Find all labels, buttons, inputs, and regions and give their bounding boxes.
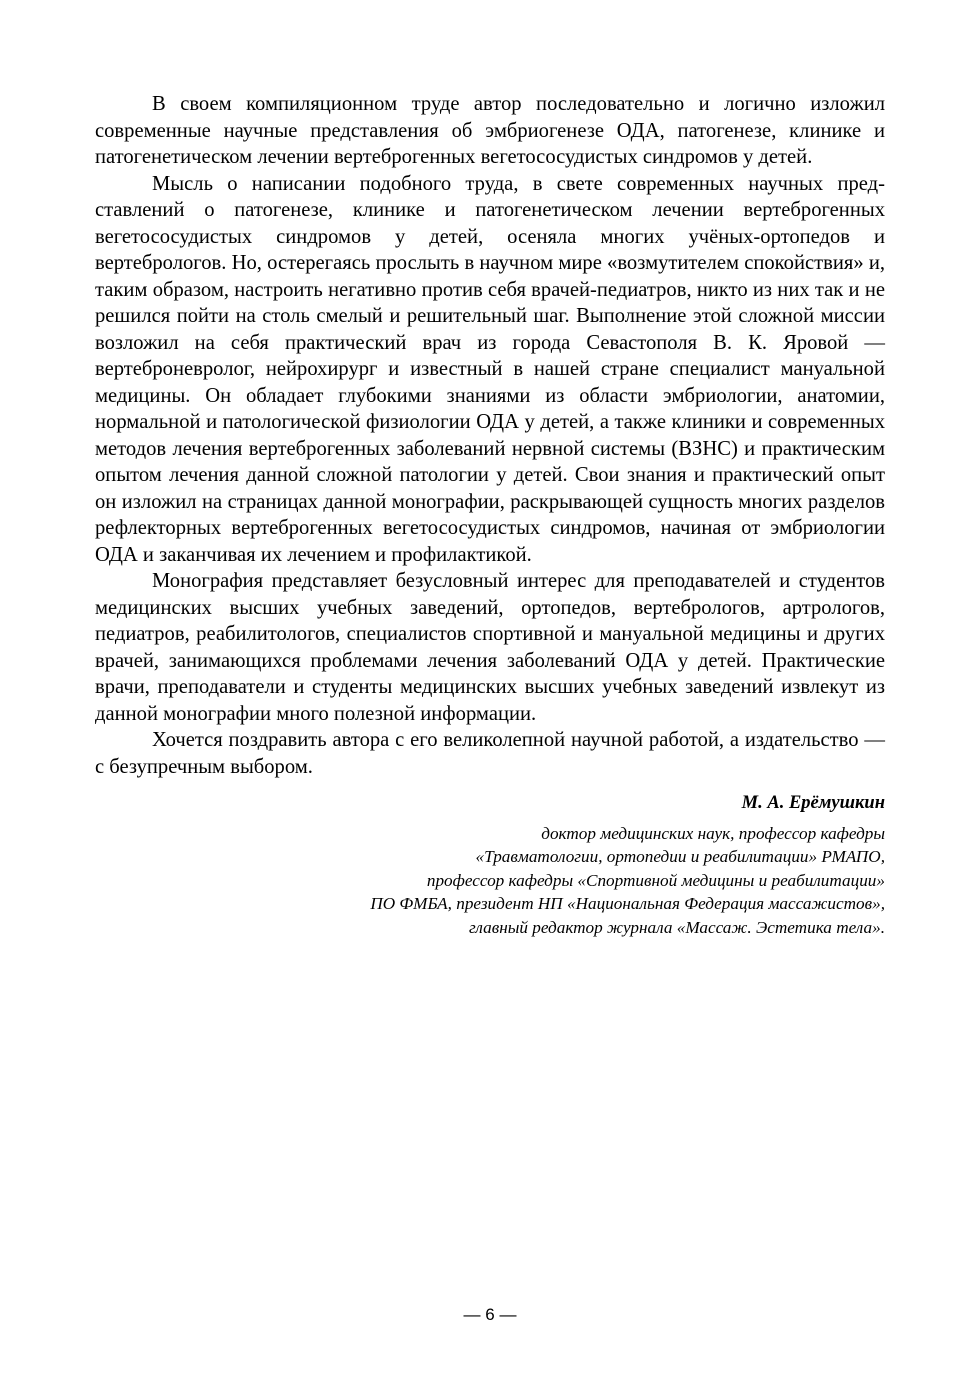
credentials-line: ПО ФМБА, президент НП «Национальная Федерация массажистов», [370, 894, 885, 914]
signature-credentials [95, 822, 885, 939]
signature-author: М. А. Ерёмушкин [741, 793, 885, 813]
credentials-line: «Травматологии, ортопедии и реабилитации» РМАПО, [475, 847, 885, 867]
paragraph-1: В своем компиляционном труде автор последовательно и логично изложил современные научные представления об эмбриогенезе ОДА, патогенезе, клинике и патогенетическом лечении вертеброгенных вегетососудистых синдромов у детей. [95, 93, 885, 168]
paragraph-2: Мысль о написании подобного труда, в свете современных научных представлений о патогенезе, клинике и патогенетическом лечении вертеброгенных вегетососудистых синдромов у детей, осеняла многих учёных-ортопедов и вертебрологов. Но, остерегаясь прослыть в научном мире «возмутителем спокойствия» и, таким образом, настроить негативно против себя врачей-педиатров, никто из них так и не решился пойти на столь смелый и решительный шаг. Выполнение этой сложной миссии возложил на себя практический врач из города Севастополя В. К. Яровой — вертеброневролог, нейрохирург и известный в нашей стране специалист мануальной медицины. Он обладает глубокими знаниями из области эмбриологии, анатомии, нормальной и патологической физиологии ОДА у детей, а также клиники и современных методов лечения вертеброгенных заболеваний нервной системы (ВЗНС) и практическим опытом лечения данной сложной патологии у детей. Свои знания и практический опыт он изложил на страницах данной монографии, раскрывающей сущность многих разделов рефлекторных вертеброгенных вегетососудистых синдромов, начиная от эмбриологии ОДА и заканчивая их лечением и профилактикой. [95, 172, 885, 566]
credentials-line: доктор медицинских наук, профессор кафедры [541, 824, 885, 843]
credentials-line: профессор кафедры «Спортивной медицины и реабилитации» [426, 870, 885, 890]
page-body [95, 91, 885, 939]
paragraph-3: Монография представляет безусловный интерес для преподавателей и студентов медицинских высших учебных заведений, ортопедов, вертебрологов, артрологов, педиатров, реабилитологов, специалистов спортивной и мануальной медицины и других врачей, занимающихся проблемами лечения заболеваний ОДА у детей. Практические врачи, преподаватели и студенты медицинских высших учебных заведений извлекут из данной монографии много полезной информации. [95, 570, 885, 725]
credentials-line: главный редактор журнала «Массаж. Эстетика тела». [468, 917, 885, 937]
paragraph-4: Хочется поздравить автора с его великолепной научной работой, а издательство — с безупречным выбором. [95, 729, 885, 778]
page-number: — 6 — [463, 1305, 517, 1324]
